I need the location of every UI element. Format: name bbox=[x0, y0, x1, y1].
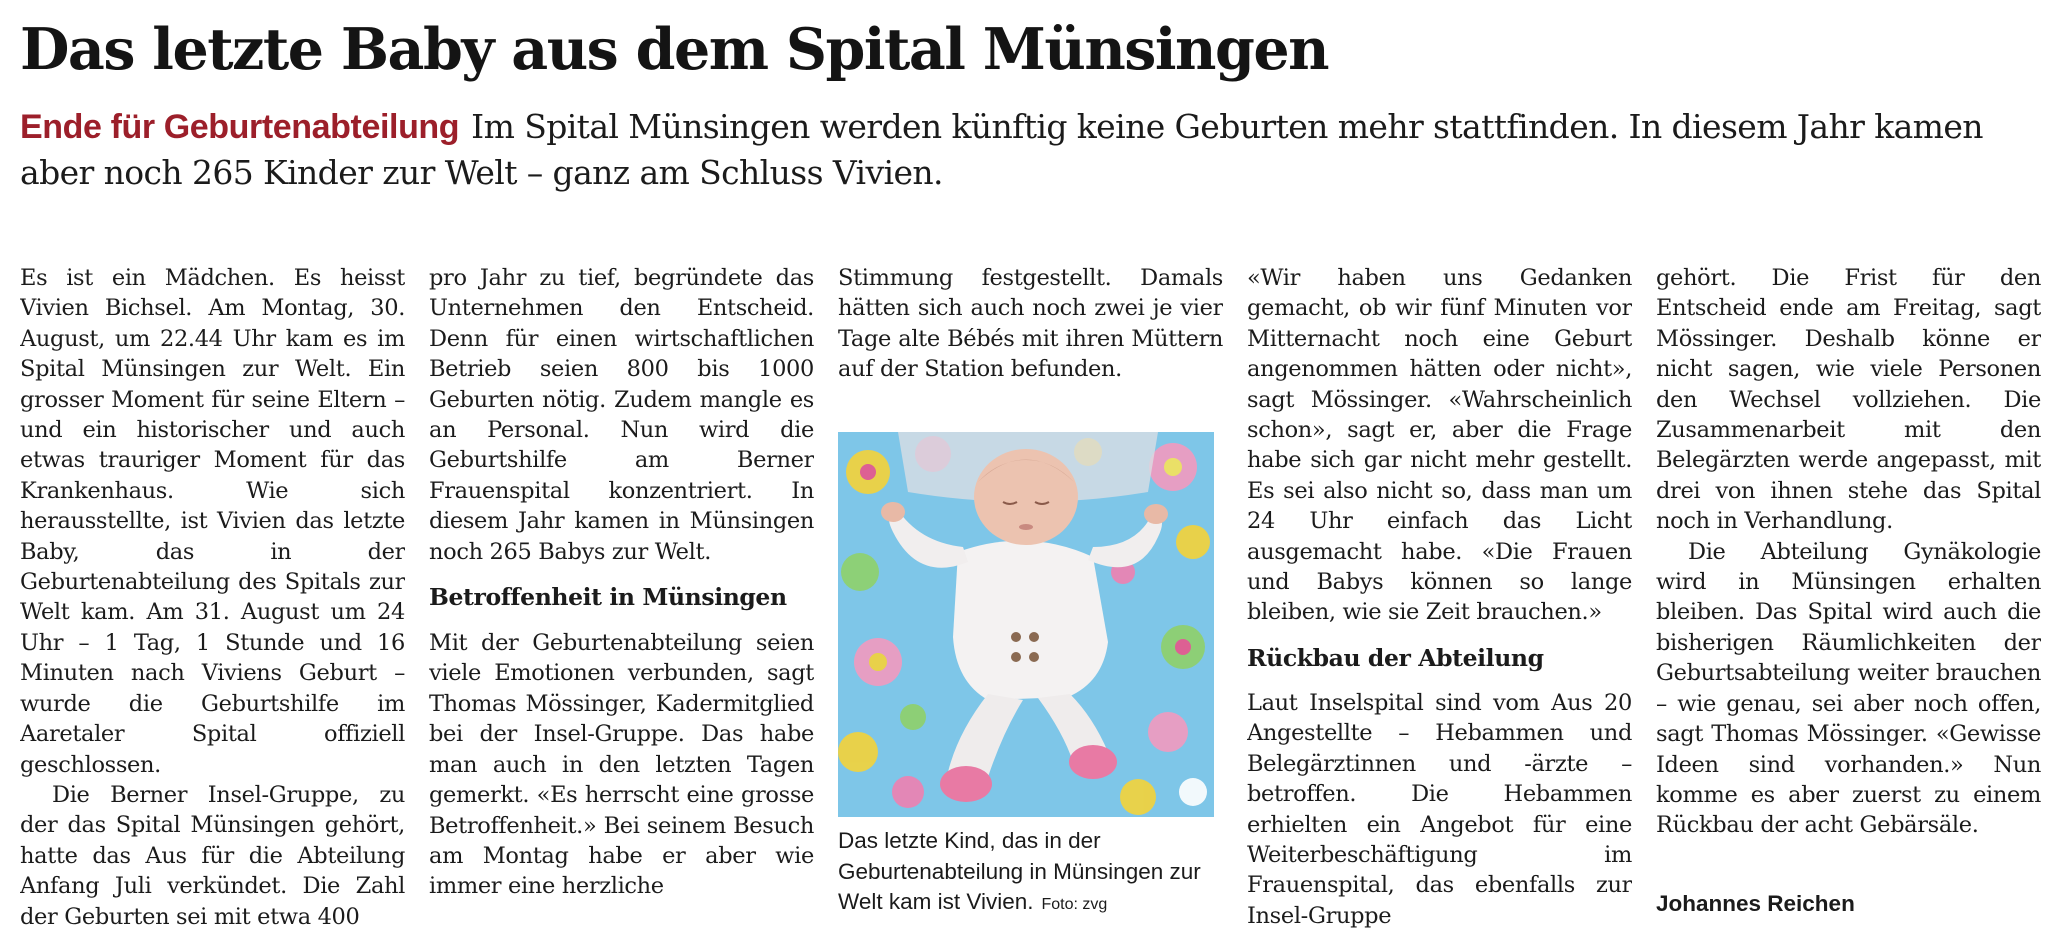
subheading: Betroffenheit in Münsingen bbox=[429, 583, 787, 612]
headline: Das letzte Baby aus dem Spital Münsingen bbox=[20, 16, 1329, 83]
subheading: Rückbau der Abteilung bbox=[1247, 643, 1544, 672]
byline: Johannes Reichen bbox=[1656, 891, 1855, 916]
lead-text: Im Spital Münsingen werden künftig keine Geburten mehr stattfinden. In diesem Jahr kamen aber noch 265 Kinder zur Welt – ganz am Schluss Vivien. bbox=[20, 107, 1983, 192]
body-paragraph: Stimmung festgestellt. Damals hätten sich auch noch zwei je vier Tage alte Bébés mit ihren Müttern auf der Station befunden. bbox=[838, 265, 1223, 383]
text-column-2 bbox=[429, 263, 814, 943]
lead-paragraph bbox=[20, 104, 2020, 196]
photo-credit: Foto: zvg bbox=[1041, 896, 1108, 913]
body-paragraph: «Wir haben uns Gedanken gemacht, ob wir fünf Minuten vor Mitternacht noch eine Geburt angenommen hätten oder nicht», sagt Mössinger. «Wahrscheinlich schon», sagt er, aber die Frage habe sich gar nicht mehr gestellt. Es sei also nicht so, dass man um 24 Uhr einfach das Licht ausgemacht habe. «Die Frauen und Babys können so lange bleiben, wie sie Zeit brauchen.» bbox=[1247, 265, 1632, 626]
kicker: Ende für Geburtenabteilung bbox=[20, 108, 460, 146]
body-paragraph: gehört. Die Frist für den Entscheid ende am Freitag, sagt Mössinger. Deshalb könne er nicht sagen, wie viele Personen den Wechsel vollziehen. Die Zusammenarbeit mit den Belegärzten werde angepasst, mit drei von ihnen stehe das Spital noch in Verhandlung. bbox=[1656, 265, 2041, 535]
body-paragraph: Die Berner Insel-Gruppe, zu der das Spital Münsingen gehört, hatte das Aus für die Abteilung Anfang Juli verkündet. Die Zahl der Geburten sei mit etwa 400 bbox=[20, 781, 405, 930]
body-paragraph: pro Jahr zu tief, begründete das Unternehmen den Entscheid. Denn für einen wirtschaftlichen Betrieb seien 800 bis 1000 Geburten nötig. Zudem mangle es an Personal. Nun wird die Geburtshilfe am Berner Frauenspital konzentriert. In diesem Jahr kamen in Münsingen noch 265 Babys zur Welt. bbox=[429, 265, 814, 565]
body-paragraph: Laut Inselspital sind vom Aus 20 Angestellte – Hebammen und Belegärztinnen und -ärzte – betroffen. Die Hebammen erhielten ein Angebot für eine Weiterbeschäftigung im Frauenspital, das ebenfalls zur Insel-Gruppe bbox=[1247, 689, 1632, 929]
caption-text: Das letzte Kind, das in der Geburtenabteilung in Münsingen zur Welt kam ist Vivien. bbox=[838, 828, 1201, 914]
body-paragraph: Die Abteilung Gynäkologie wird in Münsingen erhalten bleiben. Das Spital wird auch die bisherigen Räumlichkeiten der Geburtsabteilung weiter brauchen – wie genau, sei aber noch offen, sagt Thomas Mössinger. «Gewisse Ideen sind vorhanden.» Nun komme es aber zuerst zu einem Rückbau der acht Gebärsäle. bbox=[1656, 538, 2041, 839]
photo-caption bbox=[838, 826, 1223, 921]
text-column-1 bbox=[20, 263, 405, 943]
baby-photo bbox=[838, 432, 1214, 817]
body-paragraph: Mit der Geburtenabteilung seien viele Emotionen verbunden, sagt Thomas Mössinger, Kadermitglied bei der Insel-Gruppe. Das habe man auch in den letzten Tagen gemerkt. «Es herrscht eine grosse Betroffenheit.» Bei seinem Besuch am Montag habe er aber wie immer eine herzliche bbox=[429, 630, 814, 900]
text-column-4 bbox=[1247, 263, 1632, 943]
body-paragraph: Es ist ein Mädchen. Es heisst Vivien Bichsel. Am Montag, 30. August, um 22.44 Uhr kam es im Spital Münsingen zur Welt. Ein grosser Moment für seine Eltern – und ein historischer und auch etwas trauriger Moment für das Krankenhaus. Wie sich herausstellte, ist Vivien das letzte Baby, das in der Geburtenabteilung des Spitals zur Welt kam. Am 31. August um 24 Uhr – 1 Tag, 1 Stunde und 16 Minuten nach Viviens Geburt – wurde die Geburtshilfe im Aaretaler Spital offiziell geschlossen. bbox=[20, 265, 405, 778]
text-column-5 bbox=[1656, 263, 2041, 878]
